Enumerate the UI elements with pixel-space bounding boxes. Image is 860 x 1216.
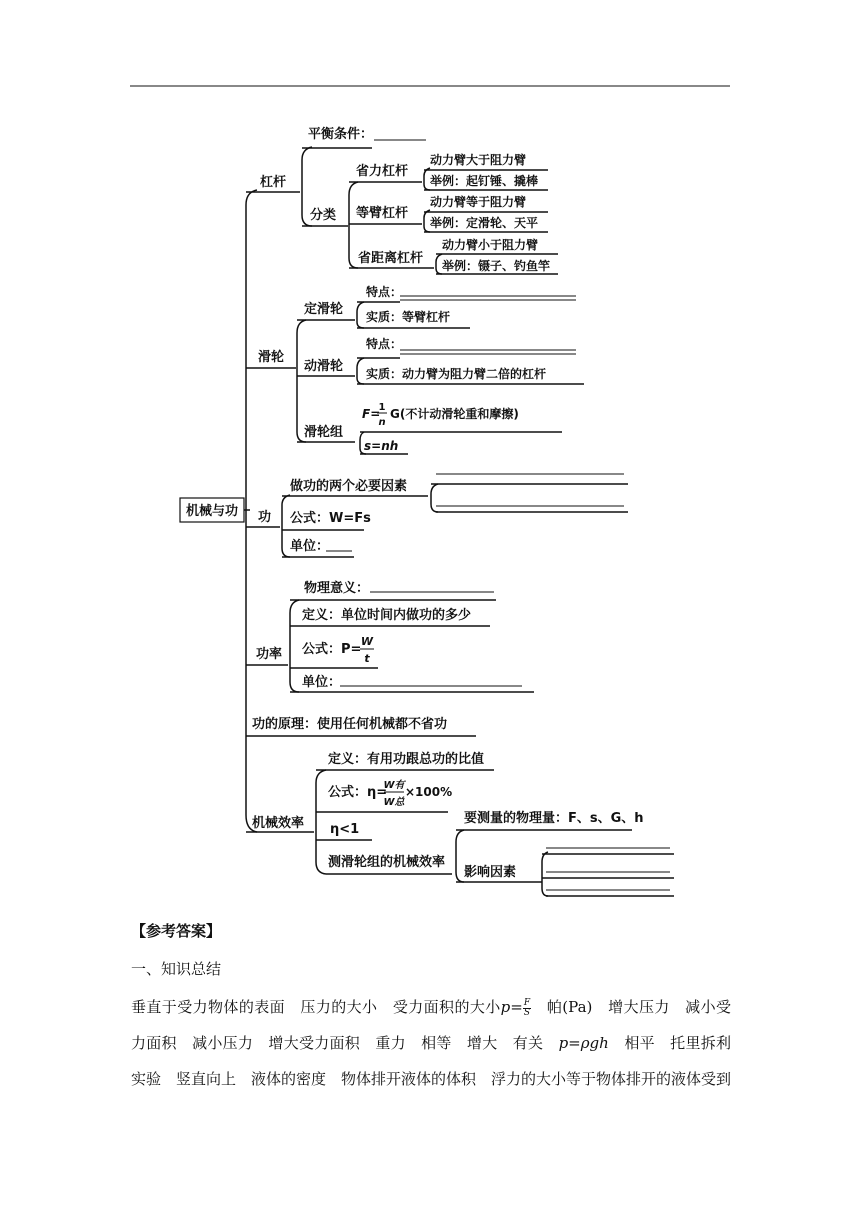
equal-arm-lever: 等臂杠杆 <box>356 206 409 221</box>
distance-saving-lever: 省距离杠杆 <box>358 251 424 266</box>
lever-label: 杠杆 <box>260 175 287 190</box>
efficiency-formula-num: W有 <box>383 780 405 791</box>
power-meaning: 物理意义： <box>304 581 370 596</box>
factors-bracket <box>542 852 548 896</box>
fixed-pulley-feature: 特点： <box>366 285 403 299</box>
power-formula-lhs: 公式：P= <box>302 642 362 657</box>
movable-pulley-essence: 实质：动力臂为阻力臂二倍的杠杆 <box>366 367 547 381</box>
block-formula-lhs: F= <box>362 407 381 421</box>
section-title: 一、知识总结 <box>131 960 222 978</box>
power-unit: 单位： <box>302 675 342 690</box>
answer-fraction <box>523 999 531 1018</box>
work-unit: 单位： <box>290 539 330 554</box>
fixed-pulley-essence: 实质：等臂杠杆 <box>366 310 451 324</box>
answer-text-a: 垂直于受力物体的表面 压力的大小 受力面积的大小 <box>131 998 501 1016</box>
efficiency-definition: 定义：有用功跟总功的比值 <box>328 752 485 767</box>
pulley-bracket <box>297 320 306 442</box>
work-label: 功 <box>258 510 272 525</box>
fixed-pulley-bracket <box>357 302 364 328</box>
movable-pulley-feature: 特点： <box>366 337 403 351</box>
block-formula-rhs: G(不计动滑轮重和摩擦) <box>390 407 519 421</box>
power-definition: 定义：单位时间内做功的多少 <box>302 608 472 623</box>
labor-saving-example: 举例：起钉锤、撬棒 <box>430 174 539 188</box>
work-formula: 公式：W=Fs <box>290 511 371 526</box>
block-formula-num: 1 <box>378 402 386 413</box>
labor-saving-lever: 省力杠杆 <box>356 164 409 179</box>
lever-classify: 分类 <box>310 208 337 223</box>
distance-saving-desc: 动力臂小于阻力臂 <box>442 238 539 252</box>
efficiency-formula-rhs: ×100% <box>405 785 453 799</box>
power-formula-den: t <box>364 652 370 665</box>
measure-bracket <box>456 830 464 882</box>
power-formula-num: W <box>360 635 374 648</box>
efficiency-formula-lhs: 公式：η= <box>328 785 388 800</box>
work-factors: 做功的两个必要因素 <box>290 479 408 494</box>
efficiency-bracket <box>316 770 326 874</box>
efficiency-label: 机械效率 <box>252 816 305 831</box>
answer-formula-2: p=ρgh <box>558 1034 609 1052</box>
work-principle: 功的原理：使用任何机械都不省功 <box>252 717 448 732</box>
power-label: 功率 <box>256 647 283 662</box>
movable-pulley: 动滑轮 <box>304 359 344 374</box>
answer-paragraph <box>131 989 731 1097</box>
pulley-block: 滑轮组 <box>304 425 344 440</box>
block-formula-den: n <box>378 417 386 428</box>
movable-pulley-bracket <box>357 358 364 384</box>
power-bracket <box>290 600 299 692</box>
answer-fraction-den: S <box>523 1007 531 1018</box>
answer-formula-lhs: p= <box>500 998 523 1016</box>
efficiency-inequality: η<1 <box>330 822 360 837</box>
equal-arm-desc: 动力臂等于阻力臂 <box>430 195 527 209</box>
distance-saving-example: 举例：镊子、钓鱼竿 <box>442 259 551 273</box>
work-factors-bracket <box>431 484 438 512</box>
efficiency-formula-den: W总 <box>383 797 405 808</box>
fixed-pulley: 定滑轮 <box>304 302 344 317</box>
labor-saving-desc: 动力臂大于阻力臂 <box>430 153 527 167</box>
efficiency-measure: 测滑轮组的机械效率 <box>328 855 446 870</box>
answer-heading: 【参考答案】 <box>131 922 222 940</box>
classify-bracket <box>349 182 358 268</box>
work-bracket <box>282 495 290 557</box>
efficiency-quantities: 要测量的物理量：F、s、G、h <box>464 811 644 826</box>
pulley-label: 滑轮 <box>258 350 285 365</box>
answer-text-c: 相平 托里拆利实验 竖直向上 液体的密度 物体排开液体的体积 浮力的大小等于物体排开的液体受到 <box>131 1034 732 1088</box>
equal-arm-example: 举例：定滑轮、天平 <box>430 216 539 230</box>
root-label: 机械与功 <box>185 504 239 519</box>
block-distance: s=nh <box>364 439 399 453</box>
efficiency-factors: 影响因素 <box>464 865 517 880</box>
answer-text-b: 帕(Pa) 增大压力 减小受力面积 减小压力 增大受力面积 重力 相等 增大 有关 <box>131 998 731 1052</box>
answer-fraction-num: F <box>523 997 531 1008</box>
lever-balance: 平衡条件： <box>308 127 374 142</box>
